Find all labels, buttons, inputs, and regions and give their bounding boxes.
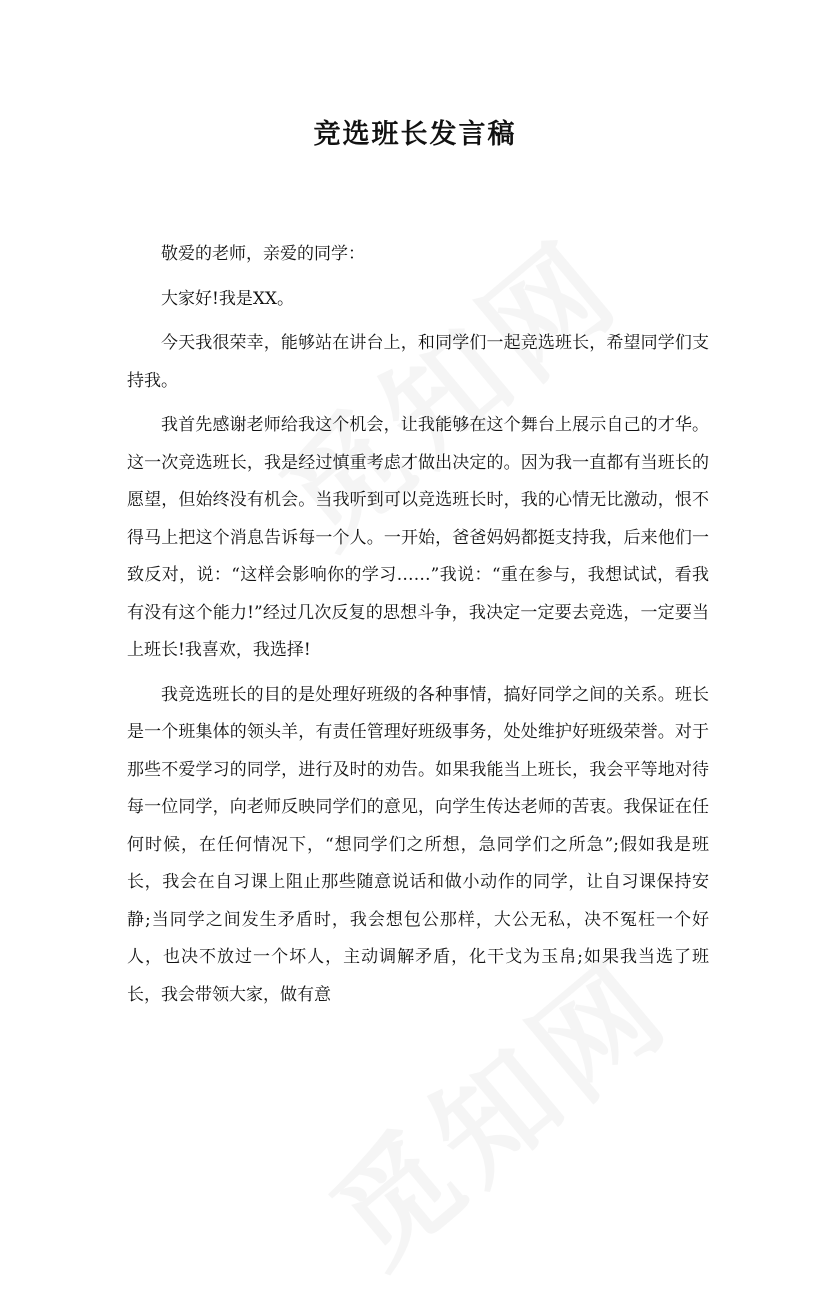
document-body: [127, 236, 709, 1021]
paragraph-opening: 今天我很荣幸，能够站在讲台上，和同学们一起竞选班长，希望同学们支持我。: [127, 333, 709, 391]
document-title: 竞选班长发言稿: [313, 119, 517, 150]
paragraph-thanks: 我首先感谢老师给我这个机会，让我能够在这个舞台上展示自己的才华。这一次竞选班长，我是经过慎重考虑才做出决定的。因为我一直都有当班长的愿望，但始终没有机会。当我听到可以竞选班长时，我的心情无比激动，恨不得马上把这个消息告诉每一个人。一开始，爸爸妈妈都挺支持我，后来他们一致反对，说：“这样会影响你的学习……”我说：“重在参与，我想试试，看我有没有这个能力!”经过几次反复的思想斗争，我决定一定要去竞选，一定要当上班长!我喜欢，我选择!: [127, 415, 709, 660]
paragraph-goals: 我竞选班长的目的是处理好班级的各种事情，搞好同学之间的关系。班长是一个班集体的领头羊，有责任管理好班级事务，处处维护好班级荣誉。对于那些不爱学习的同学，进行及时的劝告。如果我能当上班长，我会平等地对待每一位同学，向老师反映同学们的意见，向学生传达老师的苦衷。我保证在任何时候，在任何情况下，“想同学们之所想，急同学们之所急”;假如我是班长，我会在自习课上阻止那些随意说话和做小动作的同学，让自习课保持安静;当同学之间发生矛盾时，我会想包公那样，大公无私，决不冤枉一个好人，也决不放过一个坏人，主动调解矛盾，化干戈为玉帛;如果我当选了班长，我会带领大家，做有意: [127, 684, 709, 1005]
paragraph-greeting: 敬爱的老师，亲爱的同学：: [161, 244, 365, 264]
paragraph-intro: 大家好!我是XX。: [161, 288, 295, 309]
